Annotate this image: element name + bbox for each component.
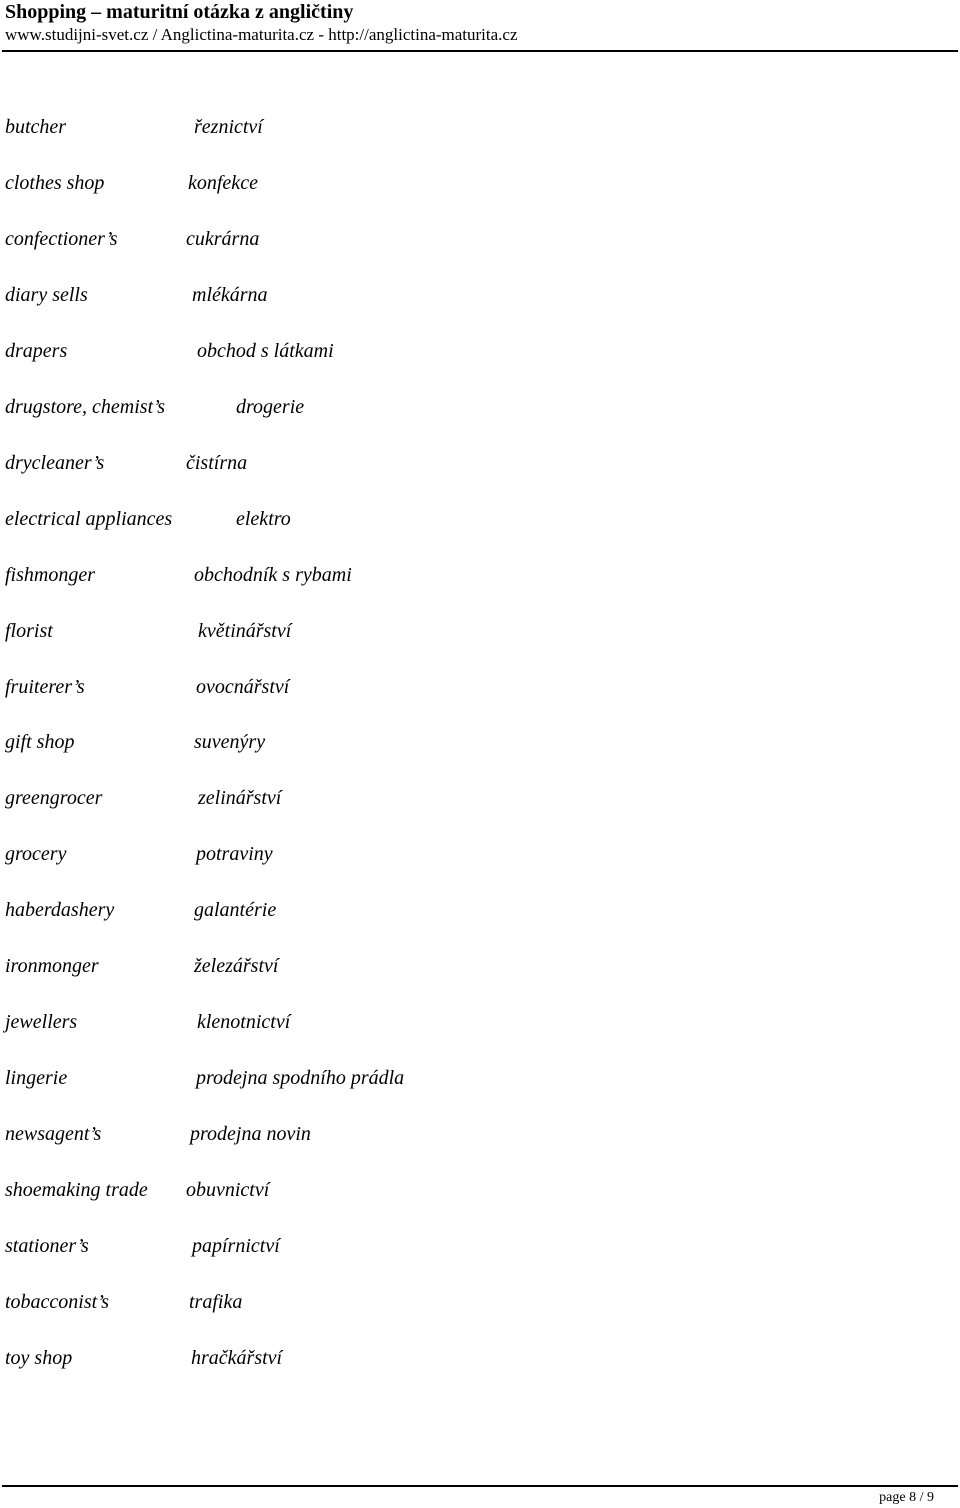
vocab-term: grocery	[5, 843, 67, 865]
footer-divider	[2, 1485, 958, 1487]
vocab-translation: ovocnářství	[196, 676, 290, 698]
header-divider	[2, 50, 958, 52]
vocab-term: drapers	[5, 340, 68, 362]
vocab-translation: cukrárna	[186, 228, 260, 250]
document-title: Shopping – maturitní otázka z angličtiny	[5, 1, 354, 23]
vocab-translation: drogerie	[236, 396, 305, 418]
page-number: page 8 / 9	[879, 1490, 934, 1505]
vocab-translation: obuvnictví	[186, 1179, 270, 1201]
vocab-translation: obchod s látkami	[197, 340, 334, 362]
vocab-translation: čistírna	[186, 452, 248, 474]
vocab-term: confectioner’s	[5, 228, 118, 250]
vocab-translation: prodejna novin	[190, 1123, 311, 1145]
vocab-term: fishmonger	[5, 564, 95, 586]
vocab-term: drycleaner’s	[5, 452, 105, 474]
vocab-translation: řeznictví	[194, 116, 263, 138]
vocab-translation: prodejna spodního prádla	[196, 1067, 405, 1089]
vocab-term: florist	[5, 620, 53, 642]
vocab-term: toy shop	[5, 1347, 73, 1369]
vocab-term: ironmonger	[5, 955, 99, 977]
vocab-term: haberdashery	[5, 899, 115, 921]
vocab-translation: elektro	[236, 508, 291, 530]
vocab-term: shoemaking trade	[5, 1179, 148, 1201]
vocab-term: gift shop	[5, 731, 75, 753]
vocab-term: butcher	[5, 116, 67, 138]
vocab-translation: obchodník s rybami	[194, 564, 352, 586]
vocab-term: drugstore, chemist’s	[5, 396, 165, 418]
vocab-translation: galantérie	[194, 899, 277, 921]
vocab-translation: květinářství	[198, 620, 292, 642]
vocab-term: tobacconist’s	[5, 1291, 110, 1313]
vocab-term: clothes shop	[5, 172, 105, 194]
vocab-term: diary sells	[5, 284, 88, 306]
vocab-translation: trafika	[189, 1291, 243, 1313]
vocab-translation: železářství	[194, 955, 279, 977]
vocab-term: lingerie	[5, 1067, 68, 1089]
vocab-term: fruiterer’s	[5, 676, 85, 698]
vocab-term: greengrocer	[5, 787, 103, 809]
vocab-translation: mlékárna	[192, 284, 268, 306]
vocab-translation: potraviny	[196, 843, 273, 865]
vocab-translation: hračkářství	[191, 1347, 283, 1369]
vocab-translation: klenotnictví	[197, 1011, 291, 1033]
vocab-term: newsagent’s	[5, 1123, 102, 1145]
vocab-term: electrical appliances	[5, 508, 173, 530]
vocab-term: stationer’s	[5, 1235, 89, 1257]
vocab-term: jewellers	[5, 1011, 78, 1033]
document-subtitle: www.studijni-svet.cz / Anglictina-maturita.cz - http://anglictina-maturita.cz	[5, 25, 518, 44]
vocab-translation: konfekce	[188, 172, 258, 194]
vocab-translation: papírnictví	[192, 1235, 280, 1257]
vocab-translation: suvenýry	[194, 731, 266, 753]
vocab-translation: zelinářství	[198, 787, 282, 809]
